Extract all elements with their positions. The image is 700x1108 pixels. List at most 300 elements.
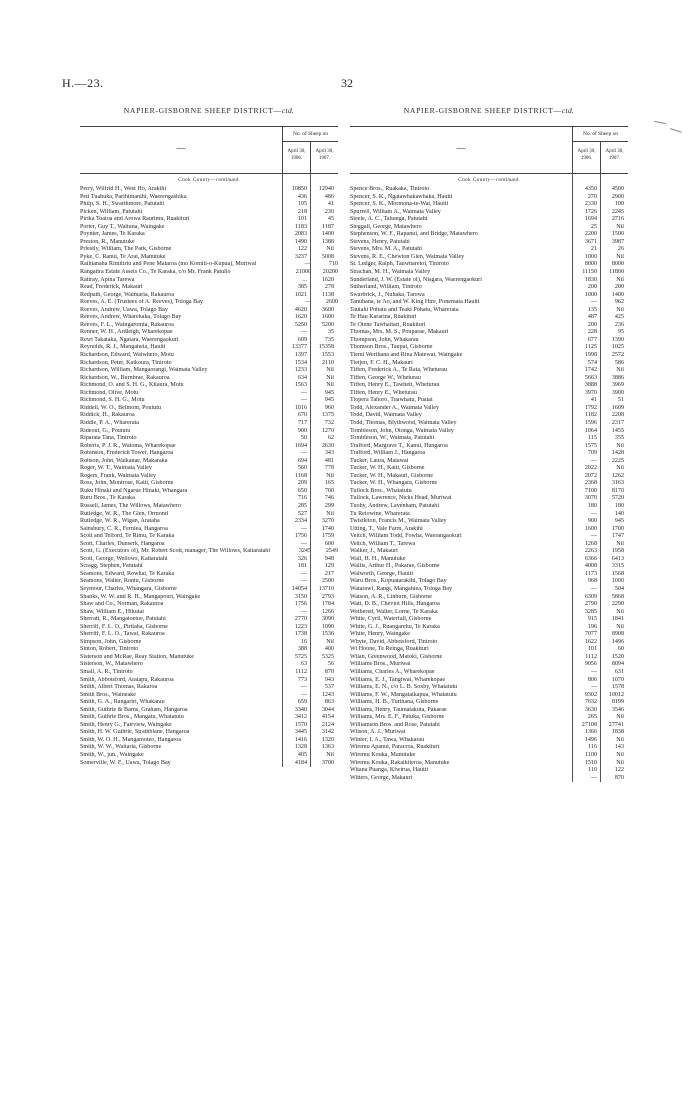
sheep-1907: Nil: [326, 367, 334, 374]
owner-name: Veitch, William Todd, Fowha, Waerangaokuri: [350, 533, 462, 540]
sheep-1907: 945: [614, 518, 624, 525]
owner-name: Smith, G. A., Rangariri, Whakarau: [80, 699, 165, 706]
table-row: [80, 465, 338, 473]
sheep-1907: 278: [324, 284, 334, 291]
sheep-1907: 27741: [608, 721, 624, 728]
owner-name: Tanuhana, te Ao, and W. King Hire, Ponemata Hauiti: [350, 299, 480, 306]
sheep-1907: 1428: [611, 450, 624, 457]
owner-name: Spurrell, William A., Waimata Valley: [350, 208, 441, 215]
table-row: [350, 231, 628, 239]
sheep-1907: 1958: [611, 548, 624, 555]
owner-name: Williams, Mrs. E. F., Patuka, Gisborne: [350, 714, 445, 721]
sheep-1906: 1125: [585, 344, 597, 351]
table-row: [80, 737, 338, 745]
sheep-1906: —: [590, 669, 597, 675]
table-row: [80, 760, 338, 768]
sheep-1906: 4350: [584, 186, 597, 192]
owner-name: Scott, Charles, Dunserk, Hangaroa: [80, 540, 165, 547]
sheep-1907: 343: [324, 450, 334, 457]
owner-name: Williams, Charles A., Wharekopae: [350, 669, 435, 675]
sheep-1907: 962: [614, 299, 624, 306]
sheep-1907: 425: [614, 314, 624, 321]
owner-name: Sherriff, F. L. O., Tawai, Rakauroa: [80, 631, 165, 638]
table-row: [80, 729, 338, 737]
sheep-1907: 8170: [611, 487, 624, 494]
owner-name: Smith, W. W., Waitaria, Gisborne: [80, 744, 162, 751]
owner-name: Riddick, H., Rakauroa: [80, 412, 135, 419]
table-row: [80, 548, 338, 556]
sheep-1907: 8094: [611, 661, 624, 668]
owner-name: Waru Bros., Kopuatarakihi, Tolago Bay: [350, 578, 447, 585]
right-header-year-1907: April 30, 1907.: [600, 142, 628, 174]
owner-name: Tombleson, W., Waimata, Patutahi: [350, 435, 435, 442]
table-row: [350, 511, 628, 519]
sheep-1906: ...: [302, 276, 307, 283]
table-row: [350, 239, 628, 247]
sheep-1907: 165: [324, 480, 334, 487]
table-row: [350, 707, 628, 715]
owner-name: Twistleton, Francis M., Waimata Valley: [350, 518, 447, 525]
owner-name: Tullock, Lawrence, Nicks Head, Muriwai: [350, 495, 452, 502]
owner-name: Winter, I. A., Tawa, Whakarau: [350, 736, 425, 743]
right-rows: [350, 174, 628, 782]
sheep-1906: 3285: [584, 608, 597, 615]
sheep-1906: 716: [297, 495, 307, 502]
table-row: [80, 292, 338, 300]
sheep-1907: 230: [324, 208, 334, 215]
margin-pencil-marks: [652, 120, 692, 140]
table-row: [350, 631, 628, 639]
sheep-1906: 650: [297, 487, 307, 494]
sheep-1907: 236: [614, 321, 624, 328]
owner-name: Reeves, Andrew, Uawa, Tolago Bay: [80, 306, 168, 313]
sheep-1906: 218: [297, 208, 307, 215]
owner-name: Wilan, Greenwood, Matoki, Gisborne: [350, 653, 443, 660]
sheep-1907: 1578: [611, 684, 624, 691]
left-county-label: Cook County—: [178, 177, 217, 183]
owner-name: Todd, Alexander A., Waimata Valley: [350, 404, 440, 411]
sheep-1906: 1510: [584, 759, 597, 766]
owner-name: Wiremu Kouka, Rakaikiteroa, Manutuke: [350, 759, 450, 766]
sheep-1906: 717: [297, 419, 307, 426]
table-row: [80, 503, 338, 511]
owner-name: Tucker, W. H., Makauri, Gisborne: [350, 472, 433, 479]
sheep-1906: —: [300, 540, 307, 547]
sheep-1907: 2900: [611, 193, 624, 200]
sheep-1906: 326: [297, 555, 307, 562]
sheep-1907: 700: [324, 487, 334, 494]
left-header-sheep: No. of Sheep on: [283, 127, 338, 142]
sheep-1907: 217: [324, 570, 334, 577]
left-heading: [80, 106, 338, 120]
owner-name: Roger, W. T., Waimata Valley: [80, 465, 152, 472]
sheep-1906: —: [590, 510, 597, 517]
table-row: [80, 594, 338, 602]
sheep-1906: —: [300, 684, 307, 691]
sheep-1907: 1090: [321, 623, 334, 630]
table-row: [80, 231, 338, 239]
table-row: [350, 594, 628, 602]
sheep-1907: 945: [324, 397, 334, 404]
sheep-1907: Nil: [616, 540, 624, 547]
table-row: [350, 186, 628, 194]
sheep-1907: 1138: [322, 291, 334, 298]
sheep-1907: 1553: [321, 352, 334, 359]
sheep-1907: 2124: [321, 721, 334, 728]
sheep-1906: 3237: [294, 253, 307, 260]
right-row-list: [350, 186, 628, 782]
sheep-1907: 2290: [611, 601, 624, 608]
sheep-1906: 63: [300, 661, 307, 668]
table-row: [80, 329, 338, 337]
sheep-1907: 1609: [611, 404, 624, 411]
left-county-heading: [80, 174, 338, 186]
owner-name: Tucker, W. H., Kaiti, Gisborne: [350, 465, 425, 472]
sheep-1906: 13377: [291, 344, 307, 351]
sheep-1906: 670: [297, 412, 307, 419]
sheep-1906: —: [590, 684, 597, 691]
sheep-1906: 574: [587, 359, 597, 366]
table-row: [350, 458, 628, 466]
table-row: [80, 586, 338, 594]
sheep-1907: 3900: [611, 389, 624, 396]
sheep-1906: 1575: [584, 442, 597, 449]
owner-name: Steele, A. C., Tahunga, Patutahi: [350, 216, 428, 223]
right-header-sheep-group: [572, 127, 628, 173]
table-row: [350, 503, 628, 511]
sheep-1907: 95: [617, 329, 624, 336]
sheep-1907: 400: [324, 646, 334, 653]
table-row: [350, 329, 628, 337]
table-row: [350, 563, 628, 571]
table-row: [80, 684, 338, 692]
sheep-1907: 2110: [322, 359, 334, 366]
sheep-1906: —: [300, 691, 307, 698]
sheep-1907: 2317: [611, 419, 624, 426]
table-row: [350, 284, 628, 292]
table-row: [80, 299, 338, 307]
table-row: [80, 616, 338, 624]
sheep-1906: 265: [587, 714, 597, 721]
owner-name: Williams, Henry, Taumatakuta, Pakarae: [350, 706, 447, 713]
table-row: [80, 360, 338, 368]
sheep-1907: 1620: [321, 276, 334, 283]
sheep-1907: 2208: [611, 412, 624, 419]
owner-name: Smith Bros., Waineake: [80, 691, 136, 698]
owner-name: Smith, Guthrie & Barns, Graham, Hangaroa: [80, 706, 188, 713]
owner-name: Smith, Guthrie Bros., Mangatu, Whatatutu: [80, 714, 184, 721]
table-row: [80, 646, 338, 654]
table-row: [80, 556, 338, 564]
sheep-1907: 504: [614, 585, 624, 592]
sheep-1906: 101: [587, 646, 597, 653]
sheep-1907: 5008: [321, 253, 334, 260]
owner-name: Seamons, Edward, Rowhai, Te Karaka: [80, 570, 175, 577]
owner-name: Whyte, David, Abbotsford, Tiniroto: [350, 638, 438, 645]
sheep-1907: 3270: [321, 518, 334, 525]
table-row: [80, 601, 338, 609]
table-row: [80, 412, 338, 420]
table-row: [350, 435, 628, 443]
owner-name: Small, A. R., Tiniroto: [80, 669, 133, 675]
table-row: [350, 722, 628, 730]
left-column: [80, 106, 338, 767]
table-row: [350, 548, 628, 556]
owner-name: Tucker, W. H., Whangara, Gisborne: [350, 480, 438, 487]
table-row: [350, 624, 628, 632]
owner-name: Smith, W., jun., Waingake: [80, 752, 144, 759]
table-row: [350, 420, 628, 428]
sheep-1906: 25: [590, 223, 597, 230]
sheep-1906: —: [590, 299, 597, 306]
owner-name: Renner, W. H., Ardleigh, Wharekopae: [80, 329, 173, 336]
sheep-1906: 4184: [294, 759, 307, 766]
sheep-1906: 27108: [581, 721, 597, 728]
table-row: [350, 737, 628, 745]
sheep-1906: 1622: [584, 638, 597, 645]
owner-name: Tullock Bros., Whatatutu: [350, 487, 412, 494]
sheep-1906: 21000: [295, 269, 311, 276]
table-row: [350, 360, 628, 368]
left-header-year-1907: April 30, 1907.: [310, 142, 338, 174]
sheep-1907: 3700: [321, 759, 334, 766]
sheep-1906: 634: [297, 374, 307, 381]
sheep-1906: 4008: [584, 563, 597, 570]
sheep-1906: —: [590, 533, 597, 540]
sheep-1907: Nil: [616, 223, 624, 230]
sheep-1906: 527: [297, 510, 307, 517]
table-row: [350, 654, 628, 662]
sheep-1906: 135: [587, 306, 597, 313]
owner-name: Shanks, W. W. and R. H., Mangapouri, Waingake: [80, 593, 201, 600]
table-row: [80, 284, 338, 292]
sheep-1907: 1784: [321, 601, 334, 608]
table-row: [80, 322, 338, 330]
sheep-1906: 1233: [294, 367, 307, 374]
sheep-1907: 1600: [321, 314, 334, 321]
owner-name: Watson, A. R., Linburn, Gisborne: [350, 593, 432, 600]
sheep-1906: 2368: [584, 480, 597, 487]
sheep-1906: 1100: [585, 752, 597, 759]
owner-name: Spencer, S. K., Mormona-te-Wai, Hauiti: [350, 201, 449, 208]
sheep-1906: 5663: [584, 374, 597, 381]
sheep-1907: 8908: [611, 631, 624, 638]
sheep-1907: 10012: [608, 691, 624, 698]
sheep-1907: Nil: [616, 752, 624, 759]
sheep-1906: 1112: [295, 669, 307, 675]
owner-name: Porter, Guy T., Waituna, Waingake: [80, 223, 165, 230]
table-row: [80, 714, 338, 722]
owner-name: Sisterson and McRae, Reay Station, Manutuke: [80, 653, 194, 660]
table-row: [80, 518, 338, 526]
sheep-1906: 3150: [294, 593, 307, 600]
sheep-1906: 1596: [584, 419, 597, 426]
sheep-1907: 2600: [325, 299, 338, 306]
sheep-1907: 486: [324, 193, 334, 200]
sheep-1906: 2083: [294, 231, 307, 238]
sheep-1906: 6366: [584, 555, 597, 562]
table-row: [350, 714, 628, 722]
sheep-1907: 200: [614, 284, 624, 291]
sheep-1907: 2500: [321, 578, 334, 585]
sheep-1906: 1742: [584, 367, 597, 374]
sheep-1906: 1016: [294, 404, 307, 411]
table-row: [80, 337, 338, 345]
owner-name: Ross, John, Montrose, Kaiti, Gisborne: [80, 480, 174, 487]
table-row: [350, 760, 628, 768]
sheep-1907: 1388: [321, 238, 334, 245]
sheep-1907: 1841: [611, 616, 624, 623]
sheep-1907: 4154: [321, 714, 334, 721]
owner-name: Tiffen, Henry E., Tawheti, Wheturau: [350, 382, 440, 389]
sheep-1907: 4500: [611, 186, 624, 192]
owner-name: Richardson, W., Burnbrae, Rakauroa: [80, 374, 170, 381]
sheep-1907: Nil: [616, 306, 624, 313]
sheep-1906: 5725: [294, 653, 307, 660]
sheep-1906: 2263: [584, 548, 597, 555]
sheep-1907: 143: [614, 744, 624, 751]
sheep-1907: 355: [614, 435, 624, 442]
sheep-1907: 2716: [611, 216, 624, 223]
sheep-1907: Nil: [616, 253, 624, 260]
sheep-1907: Nil: [616, 623, 624, 630]
sheep-1907: Nil: [326, 374, 334, 381]
sheep-1906: 2022: [584, 465, 597, 472]
right-county-label: Cook County—: [458, 177, 497, 183]
table-row: [350, 224, 628, 232]
sheep-1906: 709: [587, 450, 597, 457]
table-row: [350, 556, 628, 564]
sheep-1906: 968: [587, 578, 597, 585]
table-row: [350, 616, 628, 624]
sheep-1907: 299: [324, 502, 334, 509]
table-row: [350, 775, 628, 783]
sheep-1906: 1738: [294, 631, 307, 638]
owner-name: Rattray, Apina Tarewa: [80, 276, 135, 283]
table-row: [80, 367, 338, 375]
table-row: [350, 269, 628, 277]
owner-name: Rutledge, W. R., Wigan, Arataha: [80, 518, 160, 525]
sheep-1906: 1182: [585, 412, 597, 419]
sheep-1906: 659: [297, 699, 307, 706]
table-row: [350, 261, 628, 269]
sheep-1906: 2200: [584, 231, 597, 238]
sheep-1907: Nil: [326, 246, 334, 253]
owner-name: Stevens, Henry, Patutahi: [350, 238, 410, 245]
table-row: [350, 450, 628, 458]
sheep-1906: 5250: [294, 321, 307, 328]
sheep-1906: 116: [588, 744, 597, 751]
table-row: [350, 337, 628, 345]
table-row: [80, 541, 338, 549]
owner-name: Rutledge, W. R., The Glen, Ormond: [80, 510, 168, 517]
page-id: H.—23.: [62, 76, 104, 90]
owner-name: Scragg, Stephen, Patutahi: [80, 563, 143, 570]
owner-name: Tiemi Werihana and Rina Matewai, Waingake: [350, 352, 463, 359]
table-row: [350, 314, 628, 322]
table-row: [350, 216, 628, 224]
table-row: [350, 699, 628, 707]
sheep-1906: 3245: [298, 548, 311, 555]
sheep-1906: 110: [588, 767, 597, 774]
table-row: [80, 428, 338, 436]
sheep-1907: Nil: [326, 472, 334, 479]
table-row: [350, 299, 628, 307]
owner-name: Preston, R., Manutuke: [80, 238, 135, 245]
owner-name: Todd, Thomas, Blythwood, Waimata Valley: [350, 419, 457, 426]
table-row: [350, 390, 628, 398]
sheep-1907: 537: [324, 684, 334, 691]
table-row: [80, 352, 338, 360]
table-row: [350, 428, 628, 436]
sheep-1907: 56: [327, 661, 334, 668]
left-heading-main: NAPIER-GISBORNE SHEEP DISTRICT—: [123, 106, 282, 115]
sheep-1907: 2572: [611, 352, 624, 359]
owner-name: Te Hau Kararina, Ruakituri: [350, 314, 417, 321]
table-row: [80, 194, 338, 202]
left-header-sheep-group: [282, 127, 338, 173]
sheep-1906: 200: [587, 321, 597, 328]
sheep-1906: —: [300, 608, 307, 615]
sheep-1906: 1397: [294, 352, 307, 359]
sheep-1906: 1998: [584, 352, 597, 359]
table-row: [80, 269, 338, 277]
table-row: [80, 495, 338, 503]
sheep-1906: 7077: [584, 631, 597, 638]
owner-name: Witters, George, Makauri: [350, 774, 413, 781]
owner-name: Roberts, P. J. R., Waioma, Wharekopae: [80, 442, 176, 449]
sheep-1907: 2630: [321, 442, 334, 449]
sheep-1906: 1694: [584, 216, 597, 223]
owner-name: Robinson, Frederick Tower, Hangaroa: [80, 450, 174, 457]
left-column-rule: [282, 174, 283, 767]
owner-name: Shaw, William E., Hikutai: [80, 608, 144, 615]
sheep-1906: —: [590, 457, 597, 464]
owner-name: Walker, J., Makauri: [350, 548, 398, 555]
sheep-1907: 1500: [611, 231, 624, 238]
sheep-1906: 3630: [584, 706, 597, 713]
table-row: [80, 533, 338, 541]
sheep-1907: 3044: [321, 706, 334, 713]
table-row: [80, 277, 338, 285]
sheep-1907: 35: [327, 329, 334, 336]
table-row: [350, 412, 628, 420]
sheep-1906: 11150: [582, 269, 597, 276]
owner-name: Sutherland, William, Tiniroto: [350, 284, 422, 291]
sheep-1906: 3671: [584, 238, 597, 245]
table-row: [80, 707, 338, 715]
sheep-1906: 1021: [294, 291, 307, 298]
owner-name: Smith, Abbotsford, Aratapu, Rakauroa: [80, 676, 174, 683]
sheep-1906: 1064: [584, 427, 597, 434]
owner-name: Watt, D. B., Cheviot Hills, Hangaroa: [350, 601, 440, 608]
owner-name: Rangatira Estate Assets Co., Te Karaka, c/o Mr. Frank Patullo: [80, 269, 231, 276]
sheep-1907: Nil: [616, 714, 624, 721]
owner-name: Sherriff, F. L. O., Piritaha, Gisborne: [80, 623, 168, 630]
table-row: [350, 586, 628, 594]
sheep-1907: 870: [324, 669, 334, 675]
owner-name: Poynter, James, Te Karaka: [80, 231, 145, 238]
right-heading: [350, 106, 628, 120]
owner-name: Utting, T., Vale Farm, Arakihi: [350, 525, 423, 532]
sheep-1906: 900: [587, 518, 597, 525]
owner-name: Riddell, W. O., Belmont, Poututu: [80, 404, 162, 411]
table-row: [350, 254, 628, 262]
right-county-heading: [350, 174, 628, 186]
owner-name: Williams, E. N., c/o L. B. Soxby, Whatatutu: [350, 684, 458, 691]
sheep-1907: 631: [614, 669, 624, 675]
table-row: [350, 669, 628, 677]
